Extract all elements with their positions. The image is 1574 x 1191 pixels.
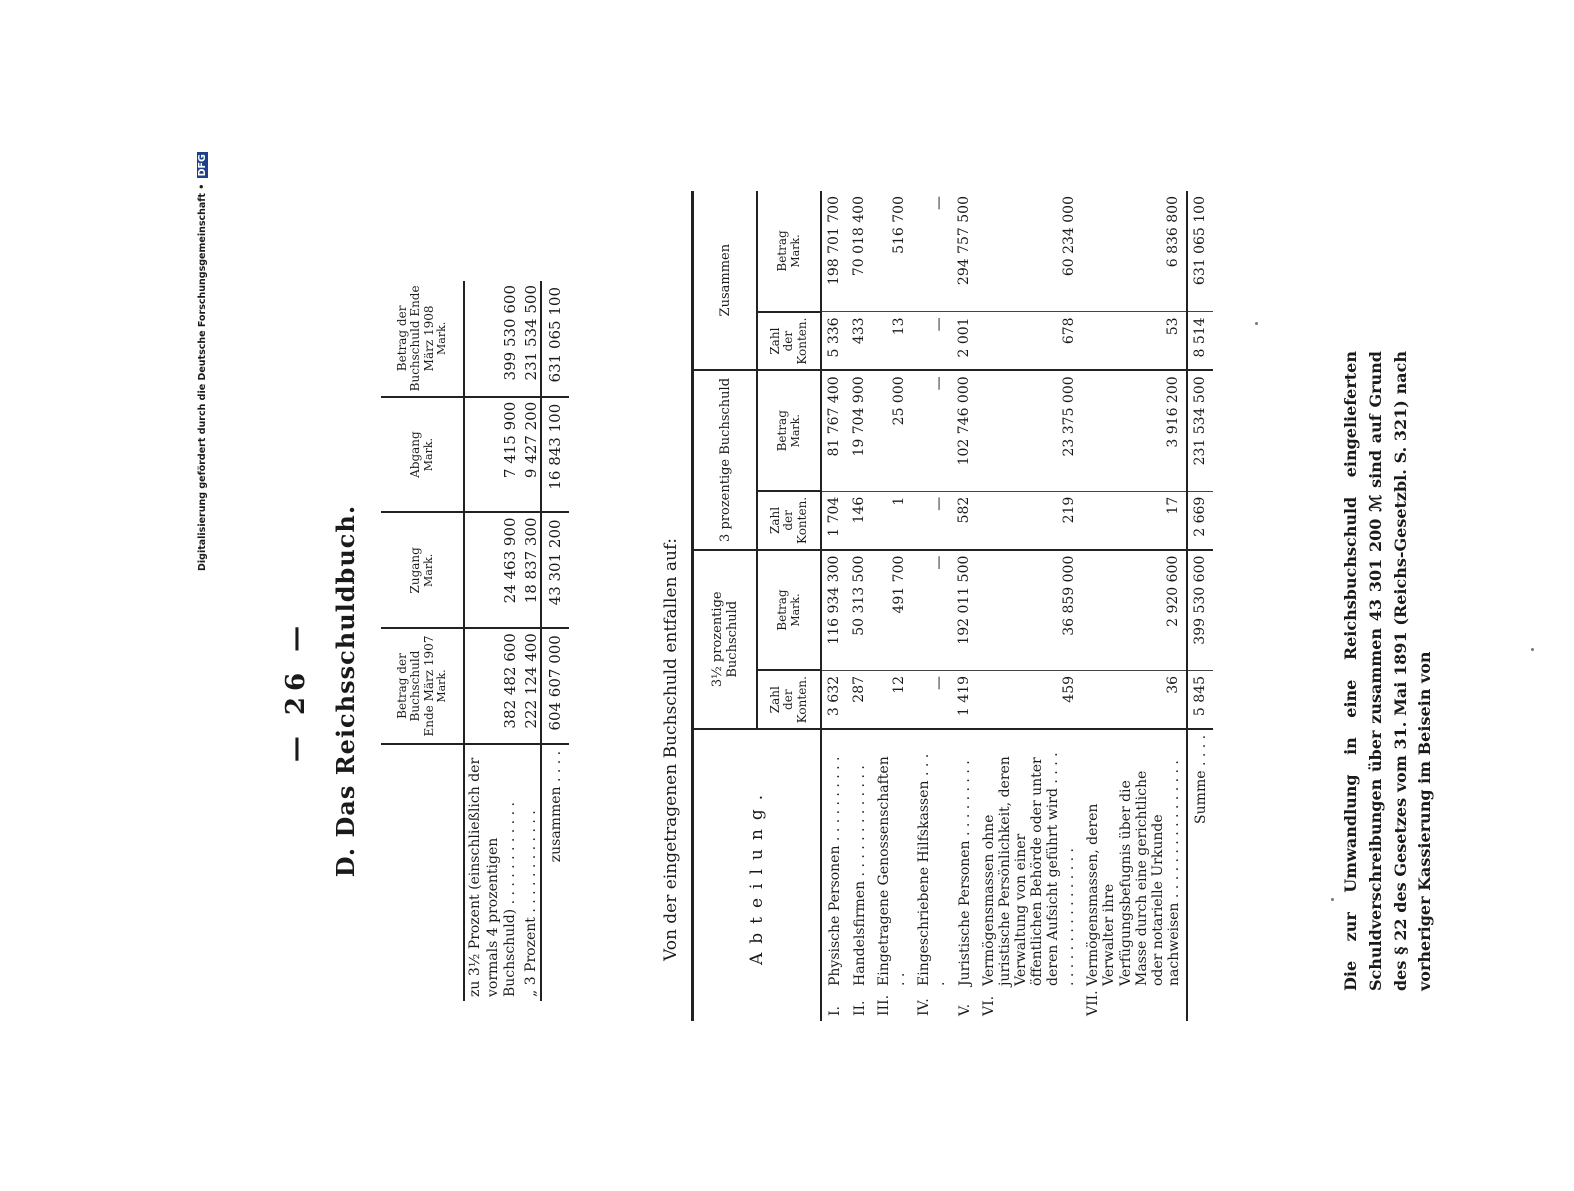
count-cell: 2 001	[952, 312, 977, 370]
cell-value: 382 482 600	[464, 628, 520, 744]
group-header: 3 prozentige Buchschuld	[693, 370, 758, 549]
col-header	[381, 628, 464, 744]
count-cell: 1 704	[821, 491, 847, 549]
amount-cell: —	[912, 550, 952, 671]
col-header	[381, 397, 464, 513]
count-cell: 3 632	[821, 670, 847, 728]
count-cell: 582	[952, 491, 977, 549]
cell-value: 7 415 900	[464, 397, 520, 513]
total-label: Summe . . . .	[1187, 729, 1213, 1021]
row-number: V.	[956, 1003, 973, 1016]
row-label-text: Eingetragene Genossenschaften . .	[875, 756, 908, 986]
speck	[1331, 898, 1334, 901]
total-value: 5 845	[1187, 670, 1213, 728]
count-cell: 12	[872, 670, 912, 728]
amount-header	[757, 550, 821, 671]
amount-cell: 36 859 000	[977, 550, 1082, 671]
count-cell: 13	[872, 312, 912, 370]
amount-cell: 3 916 200	[1081, 370, 1187, 491]
amount-cell: 198 701 700	[821, 191, 847, 312]
col-header	[381, 512, 464, 628]
buchschuld-summary-table	[381, 281, 569, 1001]
row-label	[952, 729, 977, 1021]
amount-header-label: Betrag	[775, 230, 790, 272]
row-label-text: Eingeschriebene Hilfskassen . . . .	[915, 753, 948, 986]
row-label	[1081, 729, 1187, 1021]
row-number: IV.	[915, 998, 932, 1016]
unit-label: Mark.	[434, 669, 448, 703]
count-cell: 146	[847, 491, 872, 549]
row-number: III.	[875, 994, 892, 1016]
amount-cell: 70 018 400	[847, 191, 872, 312]
amount-cell: —	[912, 191, 952, 312]
row-label-text: Vermögensmassen ohne juristische Persönlichkeit, deren Verwaltung von einer öffentlichen Behörde oder unter deren Aufsicht geführt wird . . . . . . . . . . . . . . . . . . . .	[980, 752, 1078, 986]
empty-header-cell	[381, 744, 464, 1001]
page-number: — 26 —	[281, 619, 311, 763]
count-cell: —	[912, 670, 952, 728]
total-label: zusammen . . . .	[541, 744, 569, 1001]
abteilung-header: Abteilung.	[693, 729, 822, 1021]
col-header-label: Abgang	[408, 431, 423, 478]
cell-value: 18 837 300	[520, 512, 542, 628]
row-label	[872, 729, 912, 1021]
total-value: 2 669	[1187, 491, 1213, 549]
count-cell: 5 336	[821, 312, 847, 370]
speck	[1531, 648, 1534, 651]
row-label	[821, 729, 847, 1021]
row-label-text: Physische Personen . . . . . . . . . .	[826, 756, 843, 986]
table-row	[821, 191, 847, 1021]
count-header: Zahl der Konten.	[757, 670, 821, 728]
group-header: Zusammen	[693, 191, 758, 370]
row-label: „ 3 Prozent . . . . . . . . . . . .	[522, 810, 539, 997]
count-cell: —	[912, 491, 952, 549]
row-label	[847, 729, 872, 1021]
unit-label: Mark.	[788, 414, 802, 448]
total-row	[1187, 191, 1213, 1021]
unit-label: Mark.	[421, 553, 435, 587]
cell-value: 399 530 600	[464, 281, 520, 397]
count-cell: 219	[977, 491, 1082, 549]
total-row	[541, 281, 569, 1001]
count-cell: 36	[1081, 670, 1187, 728]
row-label-text: Juristische Personen . . . . . . . . .	[956, 760, 973, 986]
total-value: 631 065 100	[541, 281, 569, 397]
col-header-label: Zugang	[408, 547, 423, 594]
amount-cell: 25 000	[872, 370, 912, 491]
amount-cell: 116 934 300	[821, 550, 847, 671]
col-header-label: Betrag der Buchschuld Ende März 1907	[395, 635, 436, 737]
total-value: 43 301 200	[541, 512, 569, 628]
row-number: I.	[826, 1006, 843, 1016]
row-label	[912, 729, 952, 1021]
table-row	[912, 191, 952, 1021]
total-value: 231 534 500	[1187, 370, 1213, 491]
digitization-stamp	[197, 154, 208, 571]
unit-label: Mark.	[421, 437, 435, 472]
col-header-label: Betrag der Buchschuld Ende März 1908	[395, 285, 436, 392]
row-label-text: Vermögensmassen, deren Verwalter ihre Verfügungsbefugnis über die Masse durch eine gerichtliche oder notarielle Urkunde nachweisen . . . . . . . . . . . . . . . .	[1085, 760, 1182, 986]
group-header: 3½ prozentige Buchschuld	[693, 550, 758, 729]
amount-cell: 81 767 400	[821, 370, 847, 491]
total-value: 399 530 600	[1187, 550, 1213, 671]
count-cell: 17	[1081, 491, 1187, 549]
table-row	[977, 191, 1082, 1021]
table-row	[1081, 191, 1187, 1021]
table-row	[952, 191, 977, 1021]
amount-cell: —	[912, 370, 952, 491]
closing-paragraph: Die zur Umwandlung in eine Reichsbuchschuld eingelieferten Schuldverschreibungen über zusammen 43 301 200 ℳ sind auf Grund des § 22 des Gesetzes vom 31. Mai 1891 (Reichs-Gesetzbl. S. 321) nach vorheriger Kassierung im Beisein von	[1341, 351, 1435, 991]
amount-header-label: Betrag	[775, 410, 790, 452]
amount-header-label: Betrag	[775, 589, 790, 631]
amount-cell: 102 746 000	[952, 370, 977, 491]
amount-cell: 19 704 900	[847, 370, 872, 491]
unit-label: Mark.	[788, 234, 802, 268]
table-row	[847, 191, 872, 1021]
scanned-page	[191, 154, 1574, 1191]
table2-body	[821, 191, 1187, 1021]
amount-cell: 6 836 800	[1081, 191, 1187, 312]
total-value: 604 607 000	[541, 628, 569, 744]
row-label: zu 3½ Prozent (einschließlich der vormals 4 prozentigen Buchschuld) . . . . . . . . . . . .	[467, 757, 518, 997]
stamp-text: Digitalisierung gefördert durch die Deutsche Forschungsgemeinschaft •	[197, 183, 208, 571]
amount-cell: 50 313 500	[847, 550, 872, 671]
count-cell: 1	[872, 491, 912, 549]
cell-value: 9 427 200	[520, 397, 542, 513]
amount-cell: 294 757 500	[952, 191, 977, 312]
row-label	[977, 729, 1082, 1021]
unit-label: Mark.	[434, 321, 448, 355]
count-header: Zahl der Konten.	[757, 312, 821, 370]
count-cell: 53	[1081, 312, 1187, 370]
buchschuld-by-abteilung-table	[691, 191, 1213, 1021]
total-value: 631 065 100	[1187, 191, 1213, 312]
total-value: 16 843 100	[541, 397, 569, 513]
amount-cell: 23 375 000	[977, 370, 1082, 491]
count-cell: 1 419	[952, 670, 977, 728]
count-cell: 678	[977, 312, 1082, 370]
cell-value: 24 463 900	[464, 512, 520, 628]
table-row	[464, 281, 520, 1001]
col-header	[381, 281, 464, 397]
total-value: 8 514	[1187, 312, 1213, 370]
cell-value: 231 534 500	[520, 281, 542, 397]
dfg-logo: DFG	[197, 154, 208, 177]
count-cell: 459	[977, 670, 1082, 728]
row-label-text: Handelsfirmen . . . . . . . . . . . . .	[851, 765, 868, 986]
count-cell: —	[912, 312, 952, 370]
amount-cell: 516 700	[872, 191, 912, 312]
amount-header	[757, 370, 821, 491]
section-title: D. Das Reichsschuldbuch.	[331, 504, 360, 878]
amount-header	[757, 191, 821, 312]
table-row	[872, 191, 912, 1021]
table2-intro: Von der eingetragenen Buchschuld entfallen auf:	[661, 538, 681, 961]
group-header-row	[693, 191, 758, 1021]
amount-cell: 491 700	[872, 550, 912, 671]
count-cell: 433	[847, 312, 872, 370]
row-number: II.	[851, 1000, 868, 1016]
amount-cell: 60 234 000	[977, 191, 1082, 312]
count-cell: 287	[847, 670, 872, 728]
row-number: VI.	[980, 995, 997, 1016]
speck	[1255, 322, 1258, 325]
unit-label: Mark.	[788, 593, 802, 627]
row-number: VII.	[1085, 990, 1102, 1016]
cell-value: 222 124 400	[520, 628, 542, 744]
amount-cell: 2 920 600	[1081, 550, 1187, 671]
table-header-row	[381, 281, 464, 1001]
count-header: Zahl der Konten.	[757, 491, 821, 549]
table-row	[520, 281, 542, 1001]
amount-cell: 192 011 500	[952, 550, 977, 671]
